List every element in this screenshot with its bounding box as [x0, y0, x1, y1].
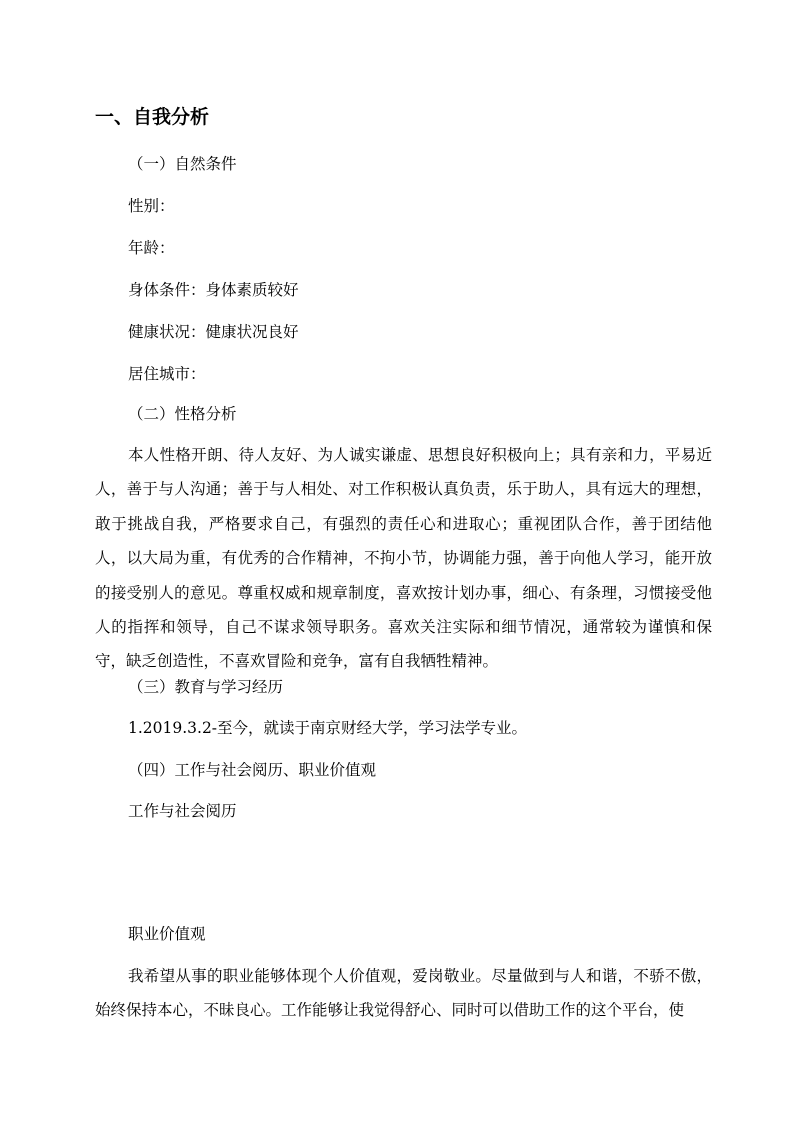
career-values-paragraph: 我希望从事的职业能够体现个人价值观，爱岗敬业。尽量做到与人和谐，不骄不傲，始终保持本心，不昧良心。工作能够让我觉得舒心、同时可以借助工作的这个平台，使	[95, 967, 712, 1020]
natural-conditions-heading: （一）自然条件	[128, 155, 237, 173]
gender-line: 性别：	[128, 197, 175, 215]
section-title: 一、自我分析	[95, 106, 210, 128]
personality-heading: （二）性格分析	[128, 405, 237, 423]
career-values-subheading: 职业价值观	[128, 925, 206, 943]
work-experience-subheading: 工作与社会阅历	[128, 802, 237, 820]
education-item: 1.2019.3.2-至今，就读于南京财经大学，学习法学专业。	[128, 719, 528, 737]
age-line: 年龄：	[128, 239, 175, 257]
health-status-line: 健康状况：健康状况良好	[128, 323, 299, 341]
personality-paragraph: 本人性格开朗、待人友好、为人诚实谦虚、思想良好积极向上；具有亲和力，平易近人，善于与人沟通；善于与人相处、对工作积极认真负责，乐于助人，具有远大的理想，敢于挑战自我，严格要求自己，有强烈的责任心和进取心；重视团队合作，善于团结他人，以大局为重，有优秀的合作精神，不拘小节，协调能力强，善于向他人学习，能开放的接受别人的意见。尊重权威和规章制度，喜欢按计划办事，细心、有条理，习惯接受他人的指挥和领导，自己不谋求领导职务。喜欢关注实际和细节情况，通常较为谨慎和保守，缺乏创造性，不喜欢冒险和竞争，富有自我牺牲精神。	[95, 446, 712, 671]
city-line: 居住城市：	[128, 365, 206, 383]
work-values-heading: （四）工作与社会阅历、职业价值观	[128, 761, 377, 779]
education-heading: （三）教育与学习经历	[128, 678, 284, 696]
physical-condition-line: 身体条件：身体素质较好	[128, 281, 299, 299]
